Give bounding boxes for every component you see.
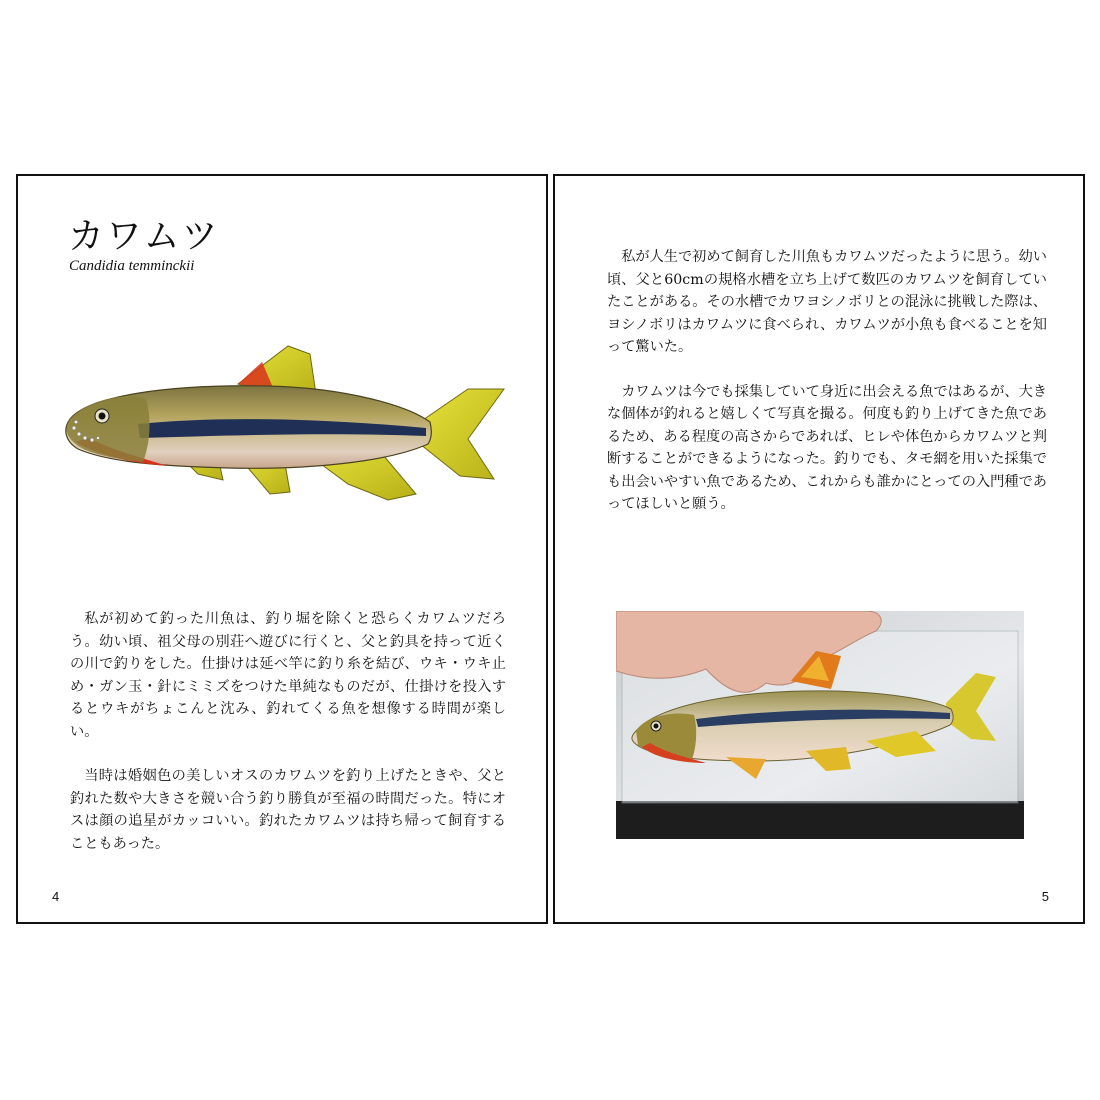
paragraph: カワムツは今でも採集していて身近に出会える魚ではあるが、大きな個体が釣れると嬉しくて写真を撮る。何度も釣り上げてきた魚であるため、ある程度の高さからであれば、ヒレや体色からカワムツと判断することができるようになった。釣りでも、タモ網を用いた採集でも出会いやすい魚であるため、これからも誰かにとっての入門種であってほしいと願う。 [607, 383, 1047, 512]
page-title: カワムツ [68, 216, 220, 257]
left-page [16, 174, 548, 924]
right-page [553, 174, 1085, 924]
page-number: 4 [52, 889, 60, 904]
paragraph: 私が初めて釣った川魚は、釣り堀を除くと恐らくカワムツだろう。幼い頃、祖父母の別荘へ遊びに行くと、父と釣具を持って近くの川で釣りをした。仕掛けは延べ竿に釣り糸を結び、ウキ・ウキ止め・ガン玉・針にミミズをつけた単純なものだが、仕掛けを投入するとウキがちょこんと沈み、釣れてくる魚を想像する時間が楽しい。 [70, 611, 506, 740]
paragraph: 当時は婚姻色の美しいオスのカワムツを釣り上げたときや、父と釣れた数や大きさを競い合う釣り勝負が至福の時間だった。特にオスは顔の追星がカッコいい。釣れたカワムツは持ち帰って飼育することもあった。 [70, 768, 506, 852]
fish-illustration [48, 344, 508, 509]
left-body-text [70, 608, 506, 877]
fish-photo [616, 611, 1024, 839]
page-number: 5 [1041, 889, 1049, 904]
scientific-name: Candidia temminckii [69, 258, 195, 274]
tail-fin [420, 389, 504, 479]
paragraph: 私が人生で初めて飼育した川魚もカワムツだったように思う。幼い頃、父と60cmの規格水槽を立ち上げて数匹のカワムツを飼育していたことがある。その水槽でカワヨシノボリとの混泳に挑戦した際は、ヨシノボリはカワムツに食べられ、カワムツが小魚も食べることを知って驚いた。 [607, 249, 1047, 355]
right-body-text [607, 246, 1047, 538]
